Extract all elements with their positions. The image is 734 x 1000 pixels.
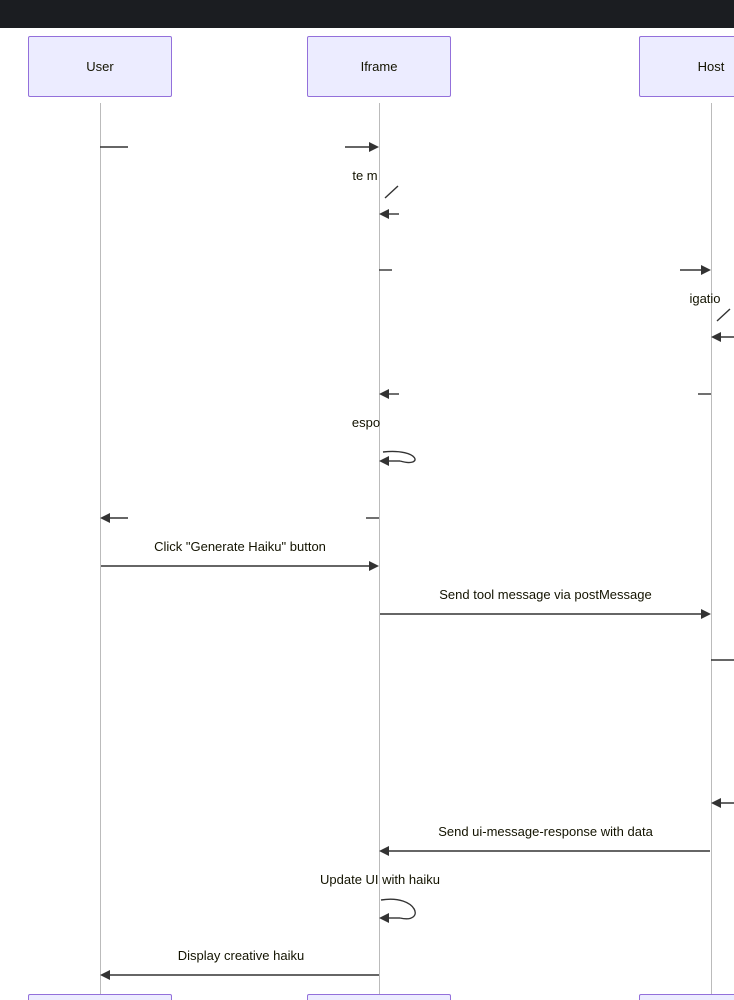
arrow-head-1	[379, 209, 389, 219]
arrow-head-11	[379, 846, 389, 856]
arrow-head-2	[701, 265, 711, 275]
message-label-7: Click "Generate Haiku" button	[154, 539, 326, 554]
message-label-2: igatio	[689, 291, 721, 306]
arrow-line-3	[717, 309, 730, 321]
window-titlebar	[0, 0, 734, 28]
arrow-head-6	[100, 513, 110, 523]
arrow-head-10	[711, 798, 721, 808]
sequence-diagram	[0, 28, 734, 1000]
arrow-head-8	[701, 609, 711, 619]
arrow-head-12	[379, 913, 389, 923]
actor-iframe-label: Iframe	[360, 59, 398, 74]
message-label-8: Send tool message via postMessage	[439, 587, 652, 602]
actor-user-label: User	[86, 59, 114, 74]
message-label-4: espo	[351, 415, 381, 430]
message-label-13: Display creative haiku	[177, 948, 305, 963]
arrow-head-7	[369, 561, 379, 571]
arrow-head-13	[100, 970, 110, 980]
message-label-11: Send ui-message-response with data	[438, 824, 653, 839]
arrow-head-3	[711, 332, 721, 342]
arrow-head-0	[369, 142, 379, 152]
arrow-line-1	[385, 186, 398, 198]
message-label-12: Update UI with haiku	[320, 872, 440, 887]
actor-host-label: Host	[697, 59, 725, 74]
arrow-head-5	[379, 456, 389, 466]
message-label-0: te m	[352, 168, 378, 183]
arrow-head-4	[379, 389, 389, 399]
